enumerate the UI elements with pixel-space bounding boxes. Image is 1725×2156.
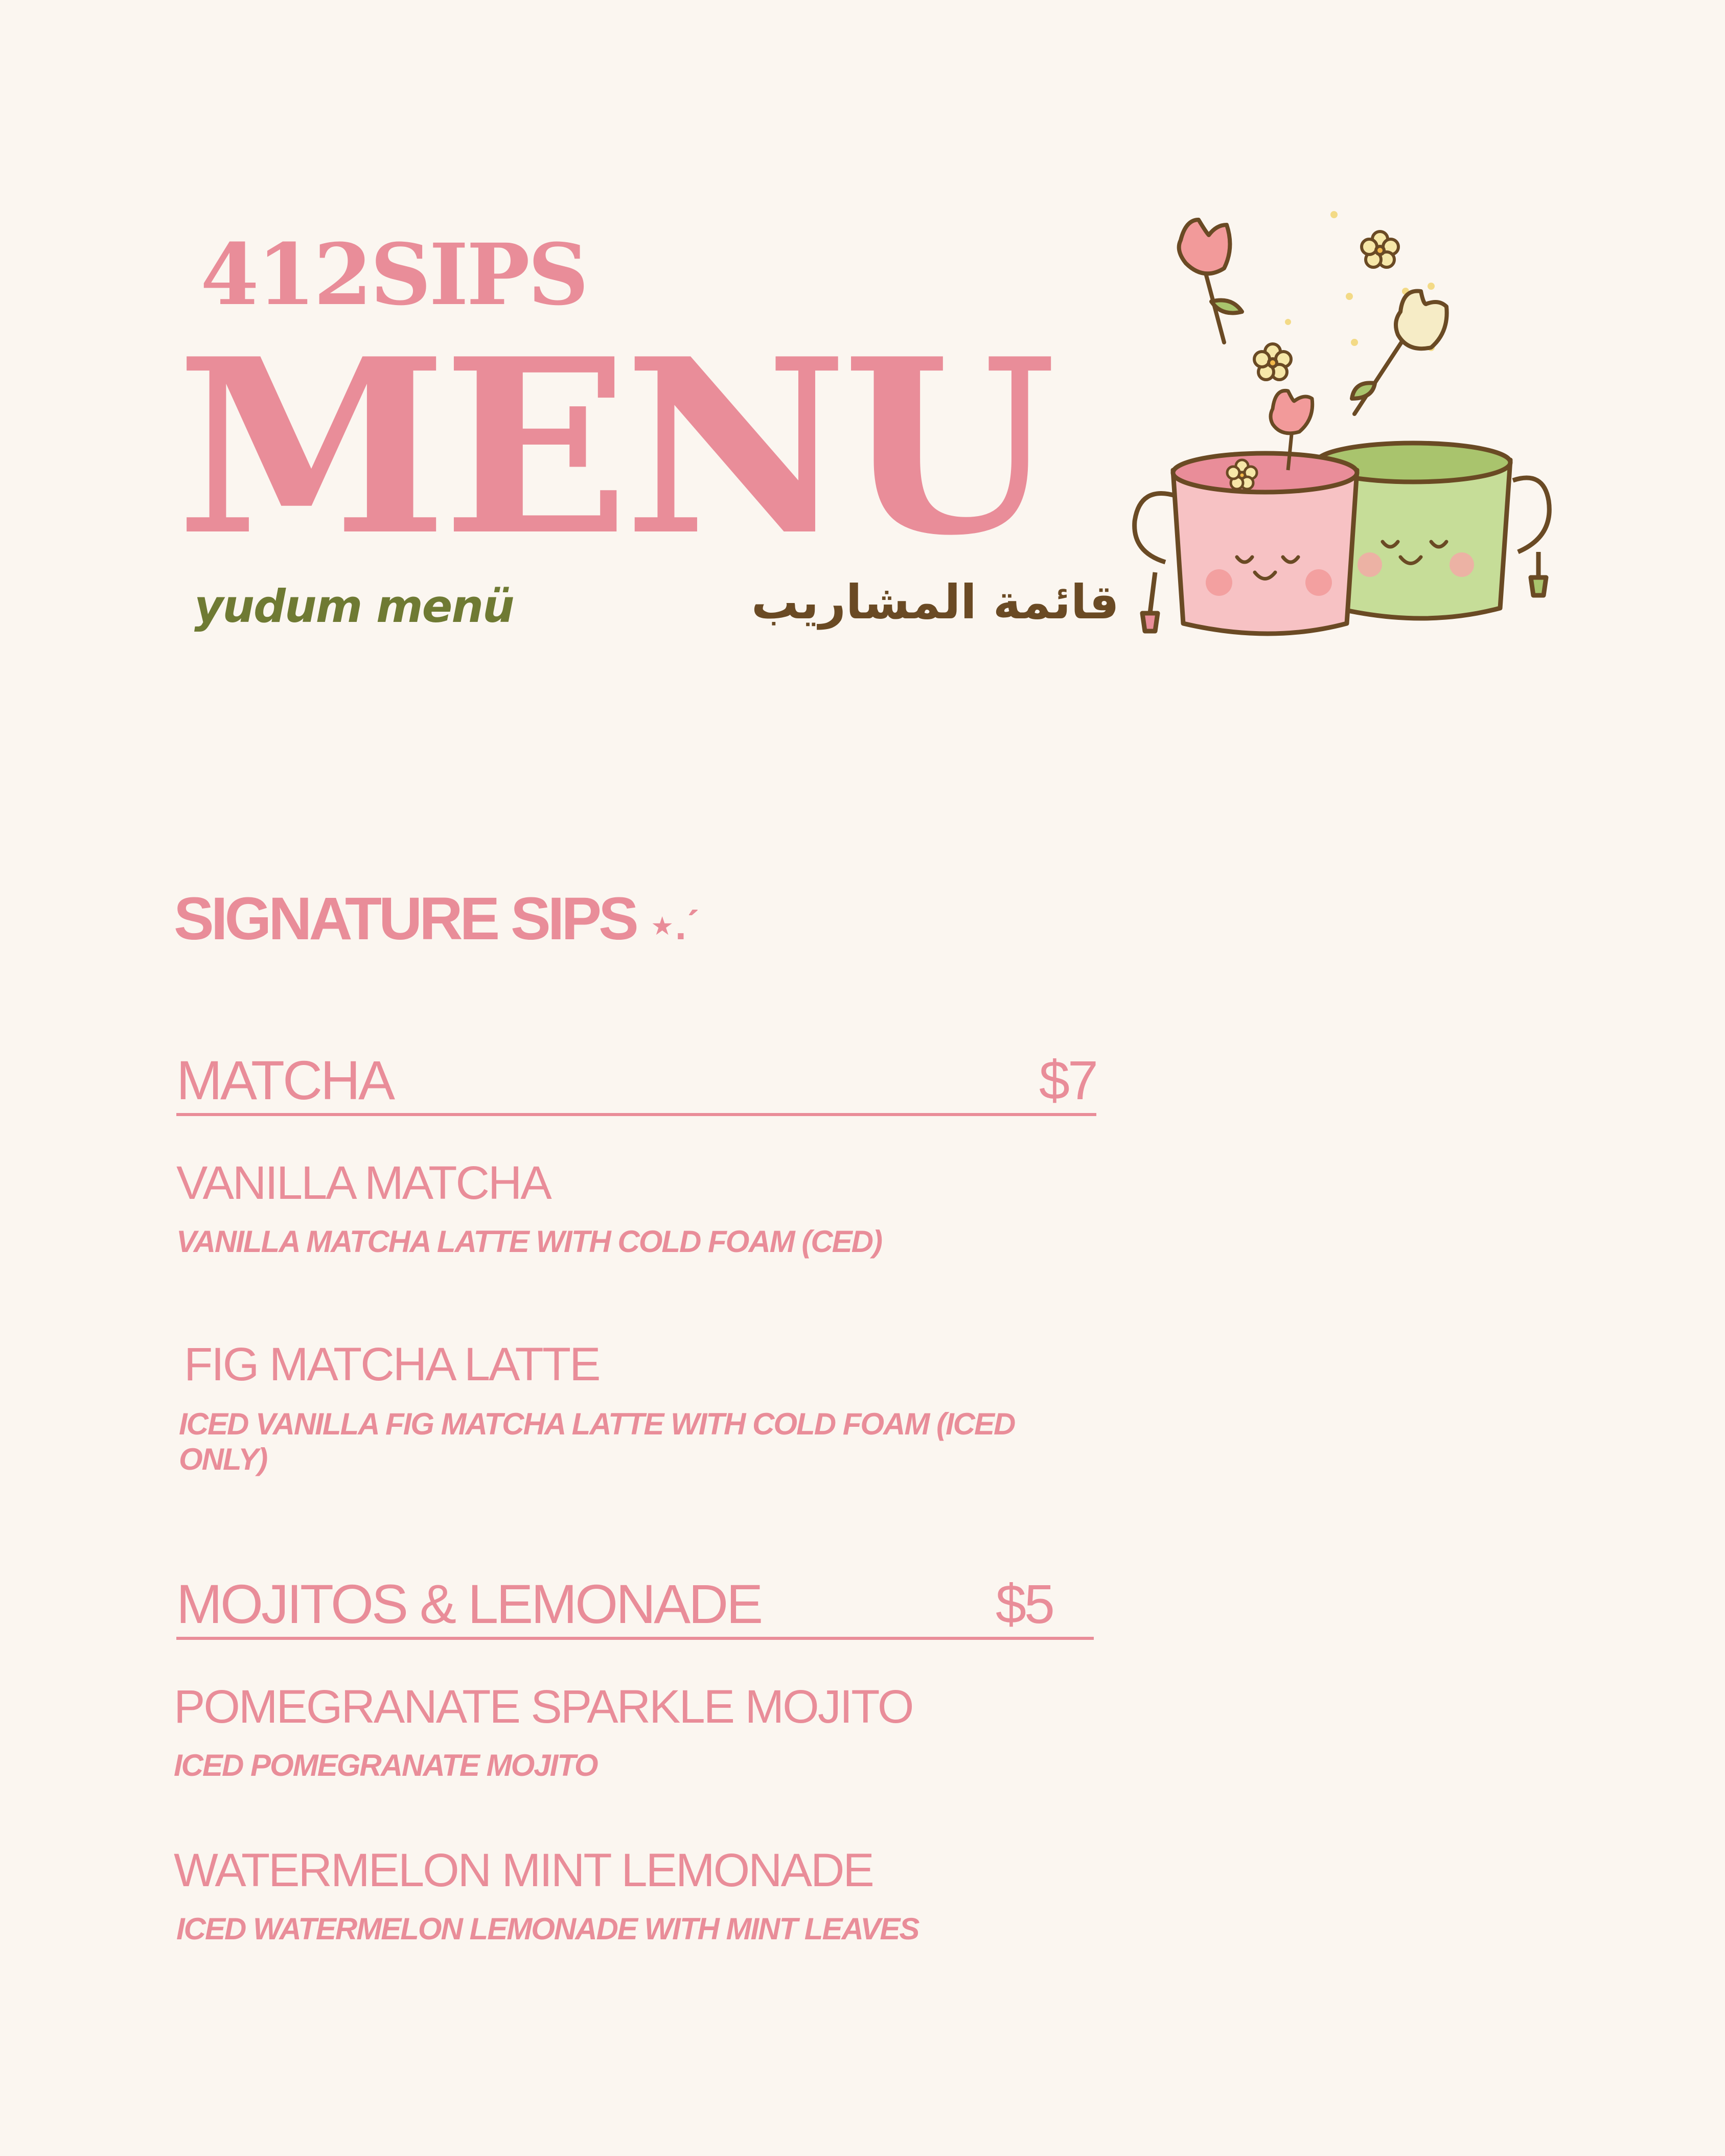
subtitle-turkish: yudum menü [194, 580, 514, 633]
menu-item-desc: ICED VANILLA FIG MATCHA LATTE WITH COLD FOAM (ICED ONLY) [179, 1407, 1015, 1476]
cream-tulip-icon [1352, 291, 1447, 414]
menu-item-name: FIG MATCHA LATTE [184, 1338, 600, 1390]
subtitle-arabic: قائمة المشاريب [751, 575, 1119, 630]
page-title: MENU [176, 306, 1051, 588]
category-header-mojitos [176, 1571, 1094, 1640]
section-title-text: SIGNATURE SIPS [174, 885, 636, 953]
pink-tulip-icon [1179, 220, 1242, 342]
section-title [174, 884, 700, 954]
sparkle-icon: ⋆.ˊ [649, 902, 700, 948]
cups-with-flowers-illustration [1114, 194, 1559, 644]
menu-item-name: POMEGRANATE SPARKLE MOJITO [174, 1681, 913, 1733]
menu-item-desc: ICED POMEGRANATE MOJITO [174, 1748, 597, 1782]
menu-item-name: VANILLA MATCHA [176, 1157, 550, 1209]
category-name: MOJITOS & LEMONADE [176, 1573, 762, 1635]
category-price: $5 [995, 1573, 1053, 1635]
category-price: $7 [1039, 1049, 1096, 1111]
category-header-matcha [176, 1048, 1096, 1116]
brand-name: 412SIPS [200, 225, 587, 324]
menu-item-desc: ICED WATERMELON LEMONADE WITH MINT LEAVES [176, 1912, 919, 1946]
menu-item-name: WATERMELON MINT LEMONADE [174, 1844, 873, 1896]
menu-item-desc: VANILLA MATCHA LATTE WITH COLD FOAM (CED) [176, 1224, 882, 1259]
small-flower-icon [1254, 231, 1398, 380]
category-name: MATCHA [176, 1049, 393, 1111]
